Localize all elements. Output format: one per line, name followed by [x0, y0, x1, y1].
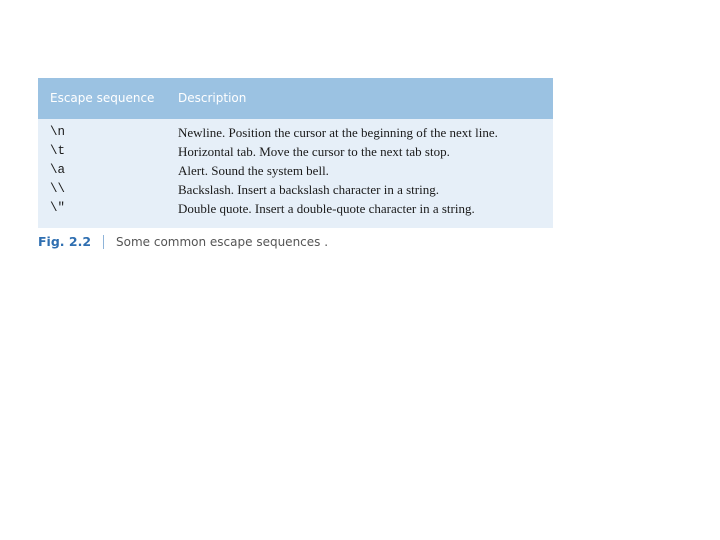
table-row	[38, 123, 553, 142]
header-escape-sequence: Escape sequence	[50, 91, 155, 105]
description-cell: Double quote. Insert a double-quote character in a string.	[178, 201, 475, 216]
escape-sequence-table	[38, 78, 553, 228]
table-row	[38, 161, 553, 180]
table-row	[38, 199, 553, 218]
table-row	[38, 142, 553, 161]
figure-caption-text: Some common escape sequences .	[116, 235, 329, 249]
escape-sequence-cell: \n	[50, 125, 66, 139]
table-body	[38, 119, 553, 218]
table-row	[38, 180, 553, 199]
escape-sequence-cell: \a	[50, 163, 66, 177]
escape-sequence-cell: \t	[50, 144, 66, 158]
escape-sequence-cell: \"	[50, 201, 66, 215]
table-header	[38, 78, 553, 119]
figure-label: Fig. 2.2	[38, 234, 92, 249]
description-cell: Newline. Position the cursor at the beginning of the next line.	[178, 125, 498, 140]
header-description: Description	[178, 91, 247, 105]
description-cell: Horizontal tab. Move the cursor to the next tab stop.	[178, 144, 450, 159]
escape-sequence-cell: \\	[50, 182, 66, 196]
description-cell: Alert. Sound the system bell.	[178, 163, 329, 178]
caption-divider	[103, 235, 104, 249]
description-cell: Backslash. Insert a backslash character in a string.	[178, 182, 439, 197]
